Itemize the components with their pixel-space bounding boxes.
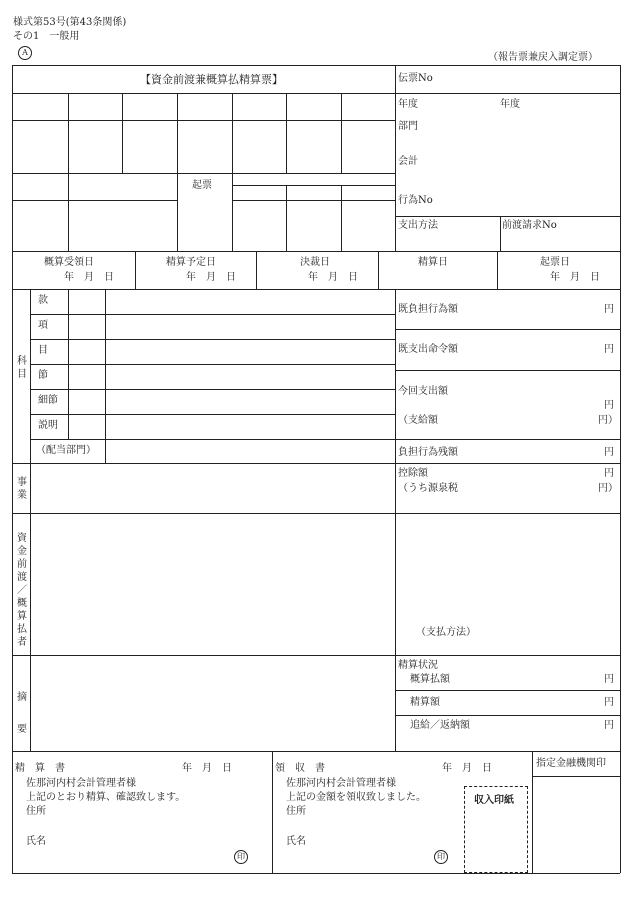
payment-method-paren: （支払方法） (416, 627, 476, 638)
committed-amount-label: 既負担行為額 (398, 304, 458, 315)
settlement-doc-title: 精 算 書 (15, 763, 65, 774)
approx-payment-unit: 円 (604, 674, 614, 685)
remarks-label: 摘要 (17, 692, 27, 735)
receipt-seal-mark: 印 (434, 850, 448, 864)
fiscal-year-label: 年度 (398, 99, 418, 110)
subject-row-setsu: 節 (38, 370, 48, 381)
subject-row-kan: 款 (38, 295, 48, 306)
issued-amount-unit: 円 (604, 344, 614, 355)
withholding-unit: 円） (598, 483, 618, 494)
settlement-seal-mark: 印 (234, 850, 248, 864)
settlement-plan-date-label: 精算予定日 (166, 257, 216, 268)
withholding-label: （うち源泉税 (398, 483, 458, 494)
settlement-date-label: 精算日 (418, 257, 448, 268)
settlement-doc-name: 氏名 (26, 836, 46, 847)
settlement-doc-body: 上記のとおり精算、確認致します。 (26, 792, 186, 803)
department-label: 部門 (398, 121, 418, 132)
assigned-dept-label: （配当部門） (36, 445, 96, 456)
receipt-doc-address: 住所 (286, 806, 306, 817)
drafting-date-label: 起票日 (540, 257, 570, 268)
bank-seal-label: 指定金融機関印 (536, 758, 606, 769)
settlement-doc-addressee: 佐那河内村会計管理者様 (26, 778, 136, 789)
fiscal-year-label-2: 年度 (500, 99, 520, 110)
form-subtype: その1 一般用 (13, 31, 80, 42)
receipt-doc-date: 年 月 日 (442, 763, 492, 774)
settlement-status-title: 精算状況 (398, 660, 438, 671)
subject-side-label: 科目 (17, 356, 27, 380)
approx-receipt-date-label: 概算受領日 (44, 257, 94, 268)
project-label: 事業 (17, 477, 27, 501)
committed-amount-unit: 円 (604, 304, 614, 315)
subject-row-setsumei: 説明 (38, 420, 58, 431)
subject-row-moku: 目 (38, 345, 48, 356)
payment-method-label: 支出方法 (398, 220, 438, 231)
accounting-label: 会計 (398, 156, 418, 167)
additional-return-label: 追給／返納額 (410, 720, 470, 731)
form-mark: A (18, 46, 32, 60)
form-title: 【資金前渡兼概算払精算票】 (140, 73, 283, 86)
advance-request-no-label: 前渡請求No (502, 220, 557, 231)
receipt-doc-title: 領 収 書 (275, 763, 325, 774)
paid-amount-label: （支給額 (398, 415, 438, 426)
remaining-commit-unit: 円 (604, 447, 614, 458)
payee-label: 資金前渡／概算払者 (17, 533, 27, 648)
report-note: （報告票兼戻入調定票） (488, 52, 598, 63)
kihyo-label: 起票 (192, 180, 212, 191)
settlement-doc-date: 年 月 日 (182, 763, 232, 774)
additional-return-unit: 円 (604, 720, 614, 731)
approx-receipt-date-ymd: 年 月 日 (64, 272, 114, 283)
receipt-doc-body: 上記の金額を領収致しました。 (286, 792, 426, 803)
remaining-commit-label: 負担行為残額 (398, 447, 458, 458)
subject-row-saisetsu: 細節 (38, 395, 58, 406)
deduction-label: 控除額 (398, 468, 428, 479)
settlement-plan-date-ymd: 年 月 日 (186, 272, 236, 283)
form-number: 様式第53号(第43条関係) (13, 17, 127, 28)
settlement-doc-address: 住所 (26, 806, 46, 817)
settled-amount-label: 精算額 (410, 697, 440, 708)
deduction-unit: 円 (604, 468, 614, 479)
subject-row-kou: 項 (38, 320, 48, 331)
act-no-label: 行為No (398, 195, 433, 206)
voucher-no-label: 伝票No (398, 73, 433, 84)
decision-date-label: 決裁日 (300, 257, 330, 268)
receipt-doc-name: 氏名 (286, 836, 306, 847)
drafting-date-ymd: 年 月 日 (550, 272, 600, 283)
current-expense-unit: 円 (604, 400, 614, 411)
approx-payment-label: 概算払額 (410, 674, 450, 685)
decision-date-ymd: 年 月 日 (308, 272, 358, 283)
receipt-doc-addressee: 佐那河内村会計管理者様 (286, 778, 396, 789)
issued-amount-label: 既支出命令額 (398, 344, 458, 355)
current-expense-label: 今回支出額 (398, 386, 448, 397)
revenue-stamp-label: 収入印紙 (474, 795, 514, 806)
paid-amount-unit: 円） (598, 415, 618, 426)
settled-amount-unit: 円 (604, 697, 614, 708)
